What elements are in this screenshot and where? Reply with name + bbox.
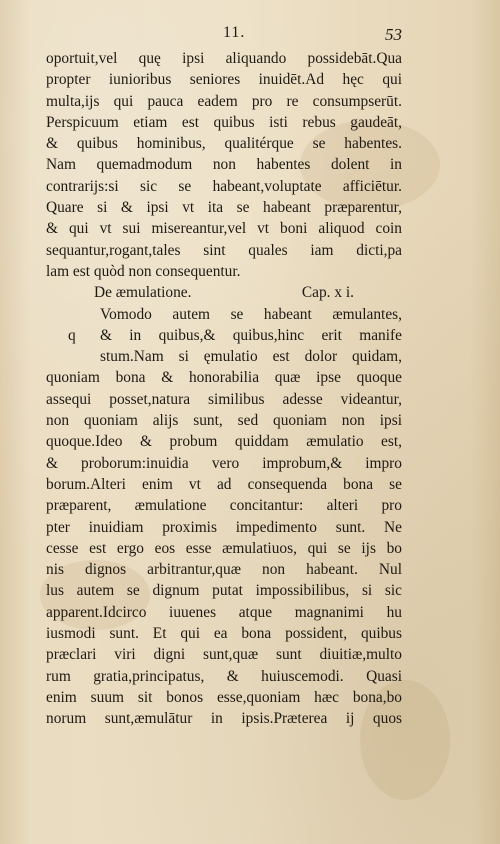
text-line: præclari viri digni sunt,quæ sunt diuitiæ,multo — [46, 646, 402, 664]
text-line: stum.Nam si ęmulatio est dolor quidam, — [100, 348, 402, 366]
text-line: Perspicuum etiam est quibus isti rebus gaudeāt, — [46, 113, 402, 131]
body-text — [46, 48, 402, 730]
text-line: nis dignos arbitrantur,quæ non habeant. Nul — [46, 561, 402, 579]
text-line: rum gratia,principatus, & huiuscemodi. Quasi — [46, 667, 402, 685]
text-line: & qui vt sui misereantur,vel vt boni aliquod coin — [46, 220, 402, 238]
text-line: iusmodi sunt. Et qui ea bona possident, quibus — [46, 625, 402, 643]
text-line: apparent.Idcirco iuuenes atque magnanimi hu — [46, 603, 402, 621]
text-line: contrarijs:si sic se habeant,voluptate afficiētur. — [46, 177, 402, 195]
text-line: & in quibus,& quibus,hinc erit manife — [100, 326, 402, 344]
text-line: quoque.Ideo & probum quiddam æmulatio est, — [46, 433, 402, 451]
text-line: præparent, æmulatione concitantur: alteri pro — [46, 497, 402, 515]
chapter-heading — [46, 282, 402, 303]
text-line: norum sunt,æmulātur in ipsis.Præterea ij quos — [46, 710, 402, 728]
text-line: & quibus hominibus, qualitérque se habentes. — [46, 135, 402, 153]
text-line: enim suum sit bonos esse,quoniam hæc bona,bo — [46, 688, 402, 706]
text-line: lus autem se dignum putat impossibilibus, si sic — [46, 582, 402, 600]
text-line: & proborum:inuidia vero improbum,& impro — [46, 454, 402, 472]
chapter-title: De æmulatione. — [94, 284, 192, 302]
text-line: quoniam bona & honorabilia quæ ipse quoque — [46, 369, 402, 387]
text-line: propter iunioribus seniores inuidēt.Ad hęc qui — [46, 71, 402, 89]
text-line: lam est quòd non consequentur. — [46, 262, 241, 280]
chapter-number: Cap. x i. — [301, 284, 354, 302]
text-line: borum.Alteri enim vt ad consequenda bona se — [46, 475, 402, 493]
chapter-opening — [46, 304, 402, 368]
page-header — [46, 24, 402, 50]
text-line: Vomodo autem se habeant æmulantes, — [100, 305, 402, 323]
text-line: pter inuidiam proximis impedimento sunt. Ne — [46, 518, 402, 536]
text-line: cesse est ergo eos esse æmulatiuos, qui se ijs bo — [46, 539, 402, 557]
text-line: sequantur,rogant,tales sint quales iam dicti,pa — [46, 241, 402, 259]
text-line: Nam quemadmodum non habentes dolent in — [46, 156, 402, 174]
text-line: oportuit,vel quę ipsi aliquando possidebāt.Qua — [46, 50, 402, 67]
text-line: non quoniam alijs sunt, sed quoniam non ipsi — [46, 412, 402, 430]
text-line: assequi posset,natura similibus adesse videantur, — [46, 390, 402, 408]
page-number: 53 — [385, 25, 402, 44]
text-line: multa,ijs qui pauca eadem pro re consumpserūt. — [46, 92, 402, 110]
marginal-letter: q — [68, 326, 76, 344]
text-line: Quare si & ipsi vt ita se habeant præparentur, — [46, 199, 402, 217]
chapter-folio: 11. — [223, 24, 246, 41]
